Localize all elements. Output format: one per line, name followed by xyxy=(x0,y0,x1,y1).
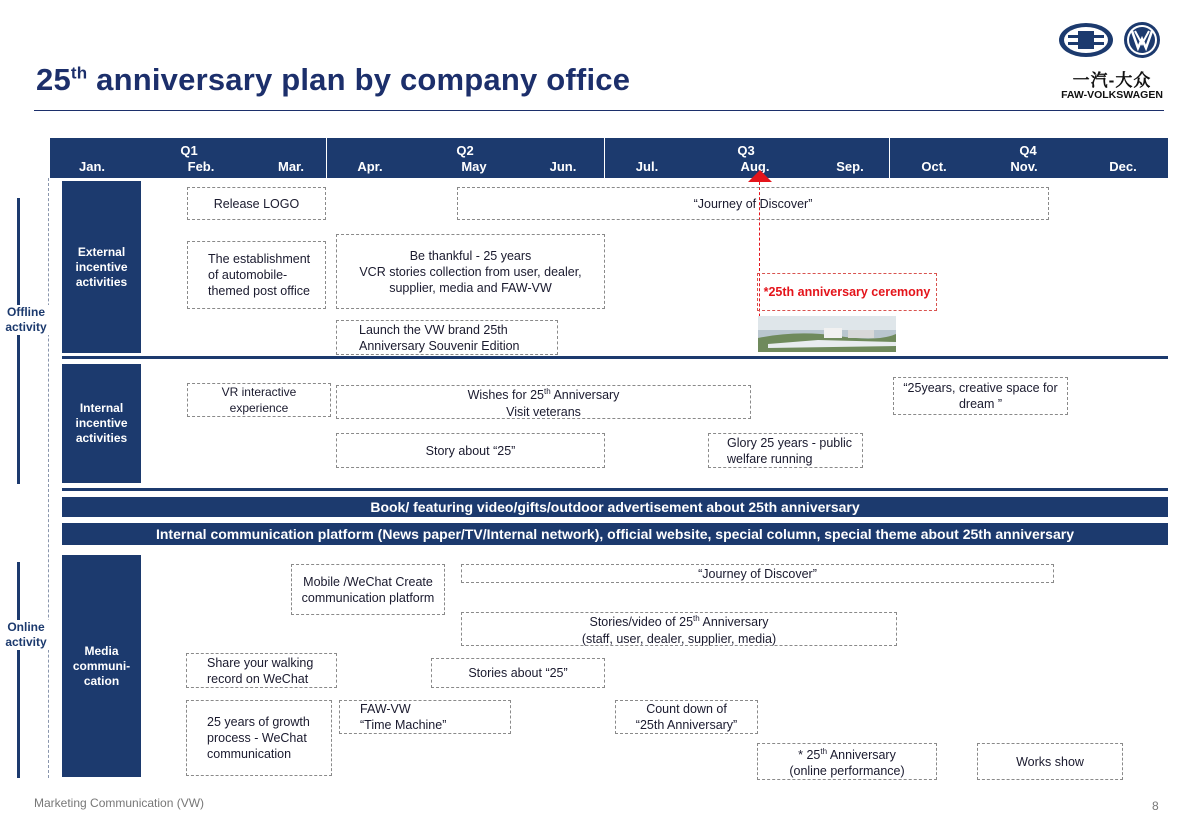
title-rule xyxy=(34,110,1164,111)
vr-experience-box: VR interactive experience xyxy=(187,383,331,417)
be-thankful-desc: VCR stories collection from user, dealer, supplier, media and FAW-VW xyxy=(359,264,582,295)
quarter-label-q1: Q1 xyxy=(180,143,198,158)
countdown-box xyxy=(615,700,758,734)
section-divider xyxy=(62,356,1168,359)
month-label: Aug. xyxy=(740,159,770,174)
time-machine-brand: FAW-VW xyxy=(360,702,411,716)
time-machine-title: “Time Machine” xyxy=(360,718,447,732)
be-thankful-title: Be thankful - 25 years xyxy=(409,248,532,263)
category-media: Media communi-cation xyxy=(62,555,141,777)
timeline-axis xyxy=(48,178,49,778)
online-performance-desc: (online performance) xyxy=(789,764,905,779)
walking-record-box: Share your walking record on WeChat xyxy=(186,653,337,688)
ceremony-venue-image xyxy=(758,316,896,352)
time-machine-box xyxy=(339,700,511,734)
logo-english-text: FAW-VOLKSWAGEN xyxy=(1061,89,1163,101)
month-label: May xyxy=(461,159,487,174)
month-label: Feb. xyxy=(187,159,215,174)
quarter-label-q4: Q4 xyxy=(1019,143,1037,158)
anniversary-ceremony-box: *25th anniversary ceremony xyxy=(757,273,937,311)
stories-about-25-box: Stories about “25” xyxy=(431,658,605,688)
stories-video-desc: (staff, user, dealer, supplier, media) xyxy=(581,631,777,646)
logo-chinese-text: 一汽-大众 xyxy=(1072,71,1152,90)
journey-of-discover-box: “Journey of Discover” xyxy=(457,187,1049,220)
page-number: 8 xyxy=(1152,799,1159,813)
faw-vw-logo-icon xyxy=(1056,20,1168,64)
release-logo-box: Release LOGO xyxy=(187,187,326,220)
month-label: Oct. xyxy=(921,159,947,174)
be-thankful-box xyxy=(336,234,605,309)
footer-text: Marketing Communication (VW) xyxy=(34,796,205,810)
online-bracket xyxy=(17,562,20,778)
month-label: Apr. xyxy=(357,159,383,174)
august-marker-icon xyxy=(748,170,772,182)
creative-space-box: “25years, creative space for dream ” xyxy=(893,377,1068,415)
month-label: Nov. xyxy=(1010,159,1038,174)
offline-bracket xyxy=(17,198,20,484)
category-external: External incentive activities xyxy=(62,181,141,353)
stories-video-box xyxy=(461,612,897,646)
quarter-separator xyxy=(604,138,605,178)
month-label: Jan. xyxy=(78,159,106,174)
month-label: Jul. xyxy=(635,159,659,174)
wishes-box xyxy=(336,385,751,419)
section-divider xyxy=(62,488,1168,491)
quarter-label-q2: Q2 xyxy=(456,143,474,158)
online-performance-box xyxy=(757,743,937,780)
public-welfare-running-box: Glory 25 years - public welfare running xyxy=(708,433,863,468)
quarter-separator xyxy=(889,138,890,178)
wishes-title: Wishes for 25th Anniversary xyxy=(467,387,620,403)
countdown-title: Count down of xyxy=(646,702,727,716)
offline-activity-label: Offline activity xyxy=(2,305,50,335)
post-office-box: The establishment of automobile-themed post office xyxy=(187,241,326,309)
stories-video-title: Stories/video of 25th Anniversary xyxy=(589,614,769,630)
visit-veterans-text: Visit veterans xyxy=(506,404,581,419)
online-activity-label: Online activity xyxy=(2,620,50,650)
wechat-platform-box: Mobile /WeChat Create communication platform xyxy=(291,564,445,615)
quarter-label-q3: Q3 xyxy=(737,143,755,158)
internal-comm-bar: Internal communication platform (News paper/TV/Internal network), official website, special column, special theme about 25th anniversary xyxy=(62,523,1168,545)
book-bar: Book/ featuring video/gifts/outdoor advertisement about 25th anniversary xyxy=(62,497,1168,517)
month-label: Jun. xyxy=(549,159,577,174)
online-performance-title: * 25th Anniversary xyxy=(798,746,896,763)
month-label: Dec. xyxy=(1109,159,1137,174)
month-label: Sep. xyxy=(836,159,864,174)
works-show-box: Works show xyxy=(977,743,1123,780)
category-internal: Internal incentive activities xyxy=(62,364,141,483)
story-about-25-box: Story about “25” xyxy=(336,433,605,468)
page-title: 25th anniversary plan by company office xyxy=(36,62,631,97)
countdown-subtitle: “25th Anniversary” xyxy=(635,718,738,732)
souvenir-edition-box: Launch the VW brand 25th Anniversary Souvenir Edition xyxy=(336,320,558,355)
media-journey-box: “Journey of Discover” xyxy=(461,564,1054,583)
quarter-separator xyxy=(326,138,327,178)
timeline-header xyxy=(50,138,1168,178)
month-label: Mar. xyxy=(277,159,305,174)
growth-process-box: 25 years of growth process - WeChat communication xyxy=(186,700,332,776)
